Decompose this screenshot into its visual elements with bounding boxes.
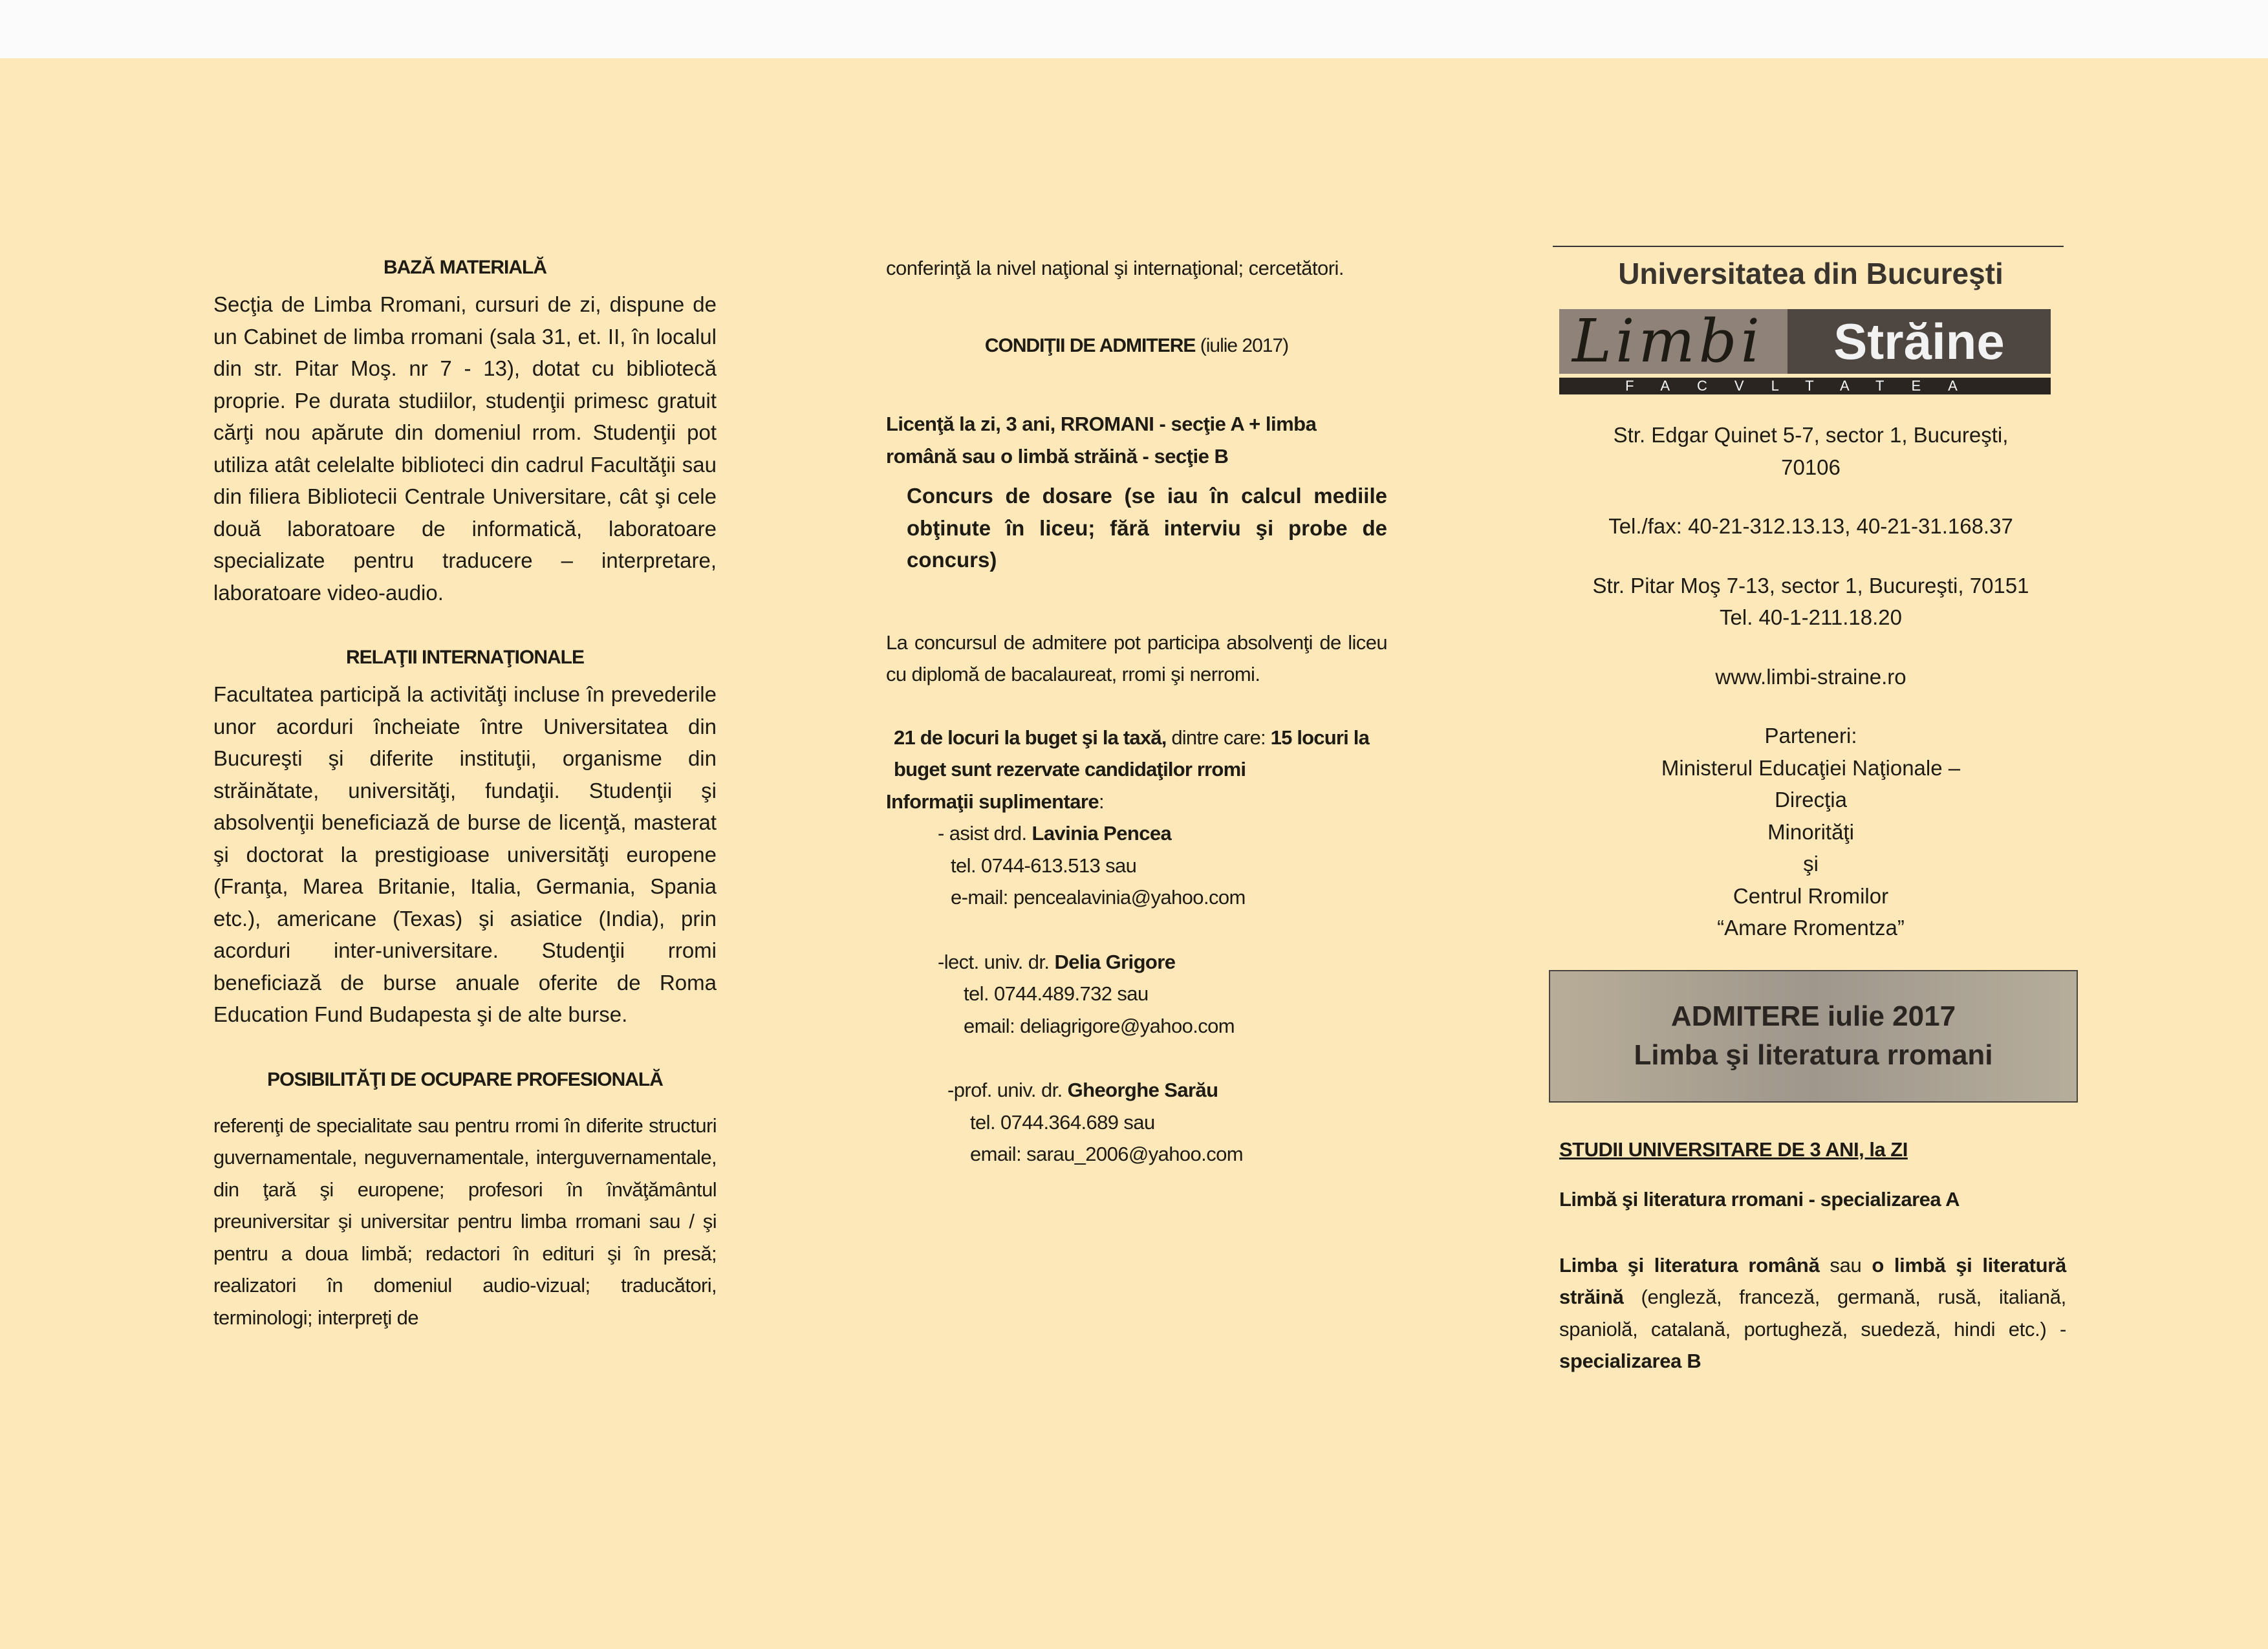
info-label: Informaţii suplimentare (886, 790, 1099, 813)
specializarea-b (1549, 1249, 2066, 1377)
contact-3-email[interactable]: email: sarau_2006@yahoo.com (970, 1143, 1243, 1165)
paragraph-participare: La concursul de admitere pot participa absolvenţi de liceu cu diplomă de bacalaureat, rromi şi nerromi. (886, 630, 1387, 685)
contact-1-phone: tel. 0744-613.513 sau (951, 854, 1137, 877)
admission-box (1549, 970, 2078, 1103)
partner-line-4: şi (1803, 852, 1819, 876)
specializarea-b-languages: (engleză, franceză, germană, rusă, italiană, spaniolă, catalană, portugheză, suedeză, hindi etc.) - (1559, 1286, 2066, 1341)
heading-conditii-label: CONDIŢII DE ADMITERE (984, 334, 1196, 356)
paragraph-continuare: conferinţă la nivel naţional şi internaţional; cercetători. (886, 257, 1345, 279)
contact-3-person: Gheorghe Sarău (1067, 1079, 1218, 1101)
partner-line-6: “Amare Rromentza” (1717, 916, 1905, 940)
logo-limbi-text: Limbi (1572, 307, 1764, 376)
info-suplimentare-label (886, 786, 1387, 818)
phone-fax-1: Tel./fax: 40-21-312.13.13, 40-21-31.168.37 (1608, 514, 2013, 538)
locuri-connector: dintre care: (1166, 726, 1271, 749)
admission-subtitle: Limba şi literatura rromani (1634, 1039, 1993, 1071)
phone-2: Tel. 40-1-211.18.20 (1720, 605, 1902, 629)
heading-conditii-admitere (886, 330, 1387, 362)
locuri-rezervate: 15 locuri la buget sunt rezervate candidaţilor rromi (894, 726, 1370, 781)
specializarea-a-name: Limbă şi literatura rromani (1559, 1188, 1804, 1211)
address-2: Str. Pitar Moş 7-13, sector 1, Bucureşti, 70151 (1592, 573, 2029, 598)
faculty-logo (1559, 309, 2051, 393)
specializarea-b-label: specializarea B (1559, 1350, 1701, 1372)
contact-3-name (938, 1074, 1387, 1106)
partners-label: Parteneri: (1764, 724, 1857, 748)
admission-title: ADMITERE iulie 2017 (1670, 1000, 1956, 1032)
specializarea-a (1549, 1183, 2073, 1216)
contact-2-email[interactable]: email: deliagrigore@yahoo.com (964, 1014, 1235, 1037)
address-1-line-2: 70106 (1781, 455, 1841, 479)
heading-conditii-date: (iulie 2017) (1195, 334, 1289, 356)
specializarea-b-sau: sau (1819, 1253, 1872, 1277)
heading-posibilitati-ocupare: POSIBILITĂŢI DE OCUPARE PROFESIONALĂ (267, 1068, 663, 1090)
contact-2-title: -lect. univ. dr. (938, 950, 1055, 973)
partner-line-1: Ministerul Educaţiei Naţionale – (1661, 755, 1961, 780)
logo-facultatea-bar: FACVLTATEA (1559, 378, 2051, 394)
contact-2-name (938, 946, 1387, 978)
university-name: Universitatea din Bucureşti (1618, 257, 2003, 290)
locuri-total: 21 de locuri la buget şi la taxă, (894, 726, 1167, 749)
studii-heading: STUDII UNIVERSITARE DE 3 ANI, la ZI (1559, 1137, 1908, 1161)
partner-line-5: Centrul Rromilor (1733, 883, 1889, 908)
column-right (1549, 246, 2073, 1377)
specializarea-b-straina: o limbă şi literatură străină (1559, 1253, 2066, 1308)
contact-3-title: -prof. univ. dr. (947, 1079, 1068, 1101)
contact-1-name (938, 817, 1387, 850)
column-middle (886, 252, 1387, 1170)
contact-2-person: Delia Grigore (1054, 950, 1176, 973)
address-1-line-1: Str. Edgar Quinet 5-7, sector 1, Bucureşti, (1613, 423, 2009, 447)
paragraph-baza-materiala: Secţia de Limba Rromani, cursuri de zi, dispune de un Cabinet de limba rromani (sala 31, et. II, în localul din str. Pitar Moş. nr 7 - 13), dotat cu bibliotecă proprie. Pe durata studiilor, studenţii primesc gratuit cărţi nou apărute din domeniul rrom. Studenţii pot utiliza atât celelalte biblioteci din cadrul Facultăţii sau din filiera Bibliotecii Centrale Universitare, cât şi cele două laboratoare de informatică, laboratoare specializate pentru traducere – interpretare, laboratoare video-audio. (213, 292, 717, 605)
contact-2-phone: tel. 0744.489.732 sau (964, 982, 1149, 1005)
specializarea-b-romana: Limba şi literatura română (1559, 1253, 1820, 1277)
heading-baza-materiala: BAZĂ MATERIALĂ (383, 257, 547, 278)
paragraph-locuri (886, 722, 1387, 786)
logo-straine-text: Străine (1787, 309, 2051, 374)
partner-line-2: Direcţia (1775, 788, 1847, 812)
specializarea-a-label: - specializarea A (1803, 1188, 1960, 1211)
contact-1-title: - asist drd. (938, 822, 1032, 845)
website-link[interactable]: www.limbi-straine.ro (1715, 664, 1906, 689)
paragraph-relatii-internationale: Facultatea participă la activităţi incluse în prevederile unor acorduri încheiate între Universitatea din Bucureşti şi diferite instituţii, organisme din străinătate, universităţi, fundaţii. Studenţii şi absolvenţii beneficiază de burse de licenţă, masterat şi doctorat la prestigioase universităţi europene (Franţa, Marea Britanie, Italia, Germania, Spania etc.), americane (Texas) şi asiatice (India), prin acorduri inter-universitare. Studenţii rromi beneficiază de burse anuale oferite de Roma Education Fund Budapesta şi de alte burse. (213, 682, 717, 1026)
heading-relatii-internationale: RELAŢII INTERNAŢIONALE (346, 647, 584, 668)
top-rule (1553, 246, 2064, 247)
contact-1-person: Lavinia Pencea (1031, 822, 1172, 845)
info-colon: : (1099, 790, 1105, 813)
paragraph-concurs-dosare: Concurs de dosare (se iau în calcul mediile obţinute în liceu; fără interviu şi probe de concurs) (907, 484, 1387, 572)
contact-3-phone: tel. 0744.364.689 sau (970, 1110, 1155, 1134)
contact-list (886, 817, 1387, 1170)
column-left (213, 252, 717, 1333)
contact-1-email[interactable]: e-mail: pencealavinia@yahoo.com (951, 886, 1246, 909)
partner-line-3: Minorităţi (1767, 819, 1854, 844)
paragraph-posibilitati-ocupare: referenţi de specialitate sau pentru rromi în diferite structuri guvernamentale, neguvernamentale, interguvernamentale, din ţară şi europene; profesori în învăţământul preuniversitar şi universitar pentru limba rromani sau / şi pentru a doua limbă; redactori în edituri şi în presă; realizatori în domeniul audio-vizual; traducători, terminologi; interpreţi de (213, 1114, 717, 1329)
paragraph-licenta: Licenţă la zi, 3 ani, RROMANI - secţie A + limba română sau o limbă străină - secţie B (886, 413, 1317, 468)
